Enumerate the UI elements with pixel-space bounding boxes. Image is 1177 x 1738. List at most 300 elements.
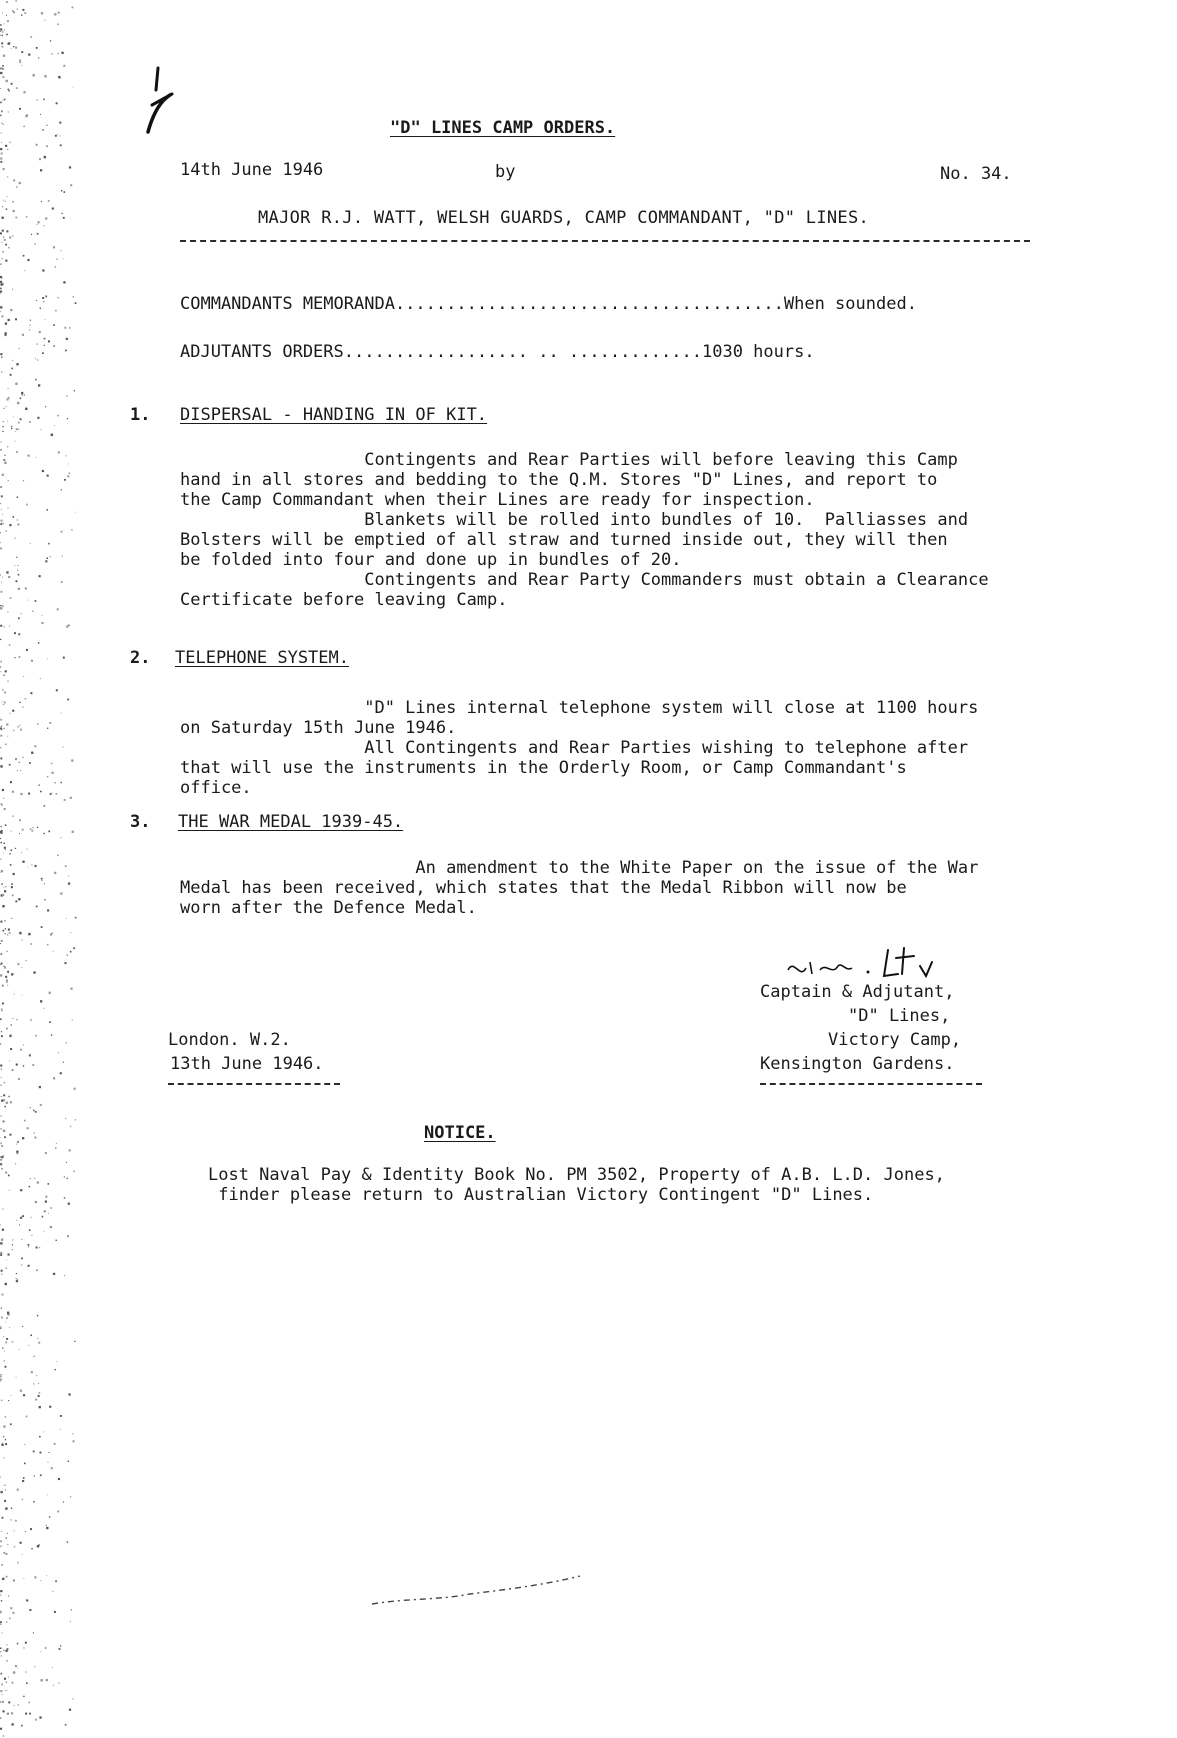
speckle-dot [0,1043,1,1044]
speckle-dot [8,1400,9,1401]
speckle-dot [7,1713,9,1715]
speckle-dot [5,323,7,325]
speckle-dot [0,548,2,550]
speckle-dot [1,1077,2,1078]
speckle-dot [16,1019,17,1020]
speckle-dot [34,1356,35,1357]
speckle-dot [11,886,13,888]
speckle-dot [2,985,4,987]
speckle-dot [23,676,24,677]
speckle-dot [0,671,1,672]
scan-edge-noise [0,0,80,1738]
speckle-dot [15,1163,16,1164]
speckle-dot [28,933,30,935]
speckle-dot [57,1511,59,1513]
speckle-dot [1,1564,3,1566]
body-line: All Contingents and Rear Parties wishing to telephone after [180,738,969,758]
speckle-dot [30,1107,31,1108]
speckle-dot [1,1077,2,1078]
speckle-dot [5,332,7,334]
speckle-dot [48,340,50,342]
speckle-dot [39,158,41,160]
body-line: Medal has been received, which states that the Medal Ribbon will now be [180,878,907,898]
body-line: Contingents and Rear Parties will before leaving this Camp [180,450,958,470]
speckle-dot [43,99,45,101]
speckle-dot [28,1702,30,1704]
speckle-dot [26,1599,28,1601]
speckle-dot [64,479,66,481]
speckle-dot [5,824,7,826]
speckle-dot [22,1137,24,1139]
speckle-dot [33,1383,34,1384]
speckle-dot [4,1485,5,1486]
speckle-dot [3,1710,5,1712]
speckle-dot [58,53,59,54]
speckle-dot [67,418,68,419]
speckle-dot [20,770,21,771]
speckle-dot [60,1645,61,1646]
speckle-dot [39,785,40,786]
speckle-dot [8,576,10,578]
speckle-dot [3,887,4,888]
speckle-dot [1,804,3,806]
speckle-dot [3,1130,5,1132]
speckle-dot [1,242,2,243]
speckle-dot [6,1553,8,1555]
speckle-dot [49,1406,51,1408]
speckle-dot [50,1207,52,1209]
speckle-dot [1,582,2,583]
speckle-dot [3,236,5,238]
speckle-dot [55,266,57,268]
speckle-dot [11,1024,12,1025]
section-heading: TELEPHONE SYSTEM. [175,648,349,668]
speckle-dot [45,296,47,298]
speckle-dot [42,129,44,131]
speckle-dot [1,870,3,872]
speckle-dot [41,1651,42,1652]
speckle-dot [65,962,67,964]
speckle-dot [2,1003,4,1005]
speckle-dot [6,1317,8,1319]
speckle-dot [12,236,13,237]
speckle-dot [21,65,22,66]
speckle-dot [0,1156,2,1158]
speckle-dot [33,1632,34,1633]
speckle-dot [5,1537,7,1539]
speckle-dot [41,1679,43,1681]
speckle-dot [1,133,2,134]
speckle-dot [35,865,37,867]
speckle-dot [2,1578,4,1580]
speckle-dot [3,1425,5,1427]
speckle-dot [28,1345,29,1346]
speckle-dot [44,833,45,834]
speckle-dot [72,1019,73,1020]
speckle-dot [2,230,4,232]
speckle-dot [51,1467,53,1469]
speckle-dot [2,258,3,259]
speckle-dot [0,293,1,294]
speckle-dot [62,213,63,214]
speckle-dot [27,600,28,601]
speckle-dot [3,23,4,24]
speckle-dot [4,30,5,31]
speckle-dot [6,1102,8,1104]
speckle-dot [43,1432,44,1433]
speckle-dot [52,53,53,54]
speckle-dot [31,234,32,235]
speckle-dot [9,1061,10,1062]
document-title: "D" LINES CAMP ORDERS. [390,118,616,138]
speckle-dot [15,47,17,49]
speckle-dot [0,291,2,293]
speckle-dot [16,1220,17,1221]
speckle-dot [58,451,60,453]
speckle-dot [9,626,10,627]
speckle-dot [7,20,9,22]
speckle-dot [1,1008,2,1009]
speckle-dot [17,770,18,771]
speckle-dot [11,1712,13,1714]
speckle-dot [8,397,10,399]
pen-mark [140,60,180,140]
speckle-dot [30,1528,32,1530]
speckle-dot [1,1116,2,1117]
speckle-dot [38,642,40,644]
speckle-dot [7,1690,8,1691]
speckle-dot [15,383,17,385]
speckle-dot [3,1649,5,1651]
speckle-dot [10,781,12,783]
speckle-dot [22,334,24,336]
speckle-dot [31,660,33,662]
speckle-dot [5,670,7,672]
speckle-dot [1,42,3,44]
speckle-dot [46,125,47,126]
speckle-dot [12,1249,13,1250]
speckle-dot [1,1010,3,1012]
speckle-dot [12,10,14,12]
speckle-dot [6,571,8,573]
speckle-dot [67,1178,68,1179]
speckle-dot [69,166,71,168]
speckle-dot [37,1545,39,1547]
speckle-dot [18,898,20,900]
speckle-dot [8,111,9,112]
speckle-dot [38,1383,39,1384]
speckle-dot [25,1531,26,1532]
speckle-dot [4,1500,6,1502]
speckle-dot [37,417,39,419]
speckle-dot [0,232,2,234]
speckle-dot [0,72,2,74]
speckle-dot [3,124,4,125]
speckle-dot [1,894,3,896]
speckle-dot [54,425,55,426]
speckle-dot [74,1341,75,1342]
speckle-dot [0,964,1,965]
speckle-dot [1,1531,2,1532]
speckle-dot [5,1416,7,1418]
speckle-dot [68,464,69,465]
speckle-dot [58,1478,60,1480]
speckle-dot [30,36,32,38]
speckle-dot [8,90,10,92]
speckle-dot [1,495,3,497]
speckle-dot [3,1094,5,1096]
speckle-dot [11,48,12,49]
speckle-dot [6,531,7,532]
issue-date: 13th June 1946. [170,1054,324,1074]
speckle-dot [19,1224,20,1225]
speckle-dot [16,557,17,558]
speckle-dot [23,126,25,128]
body-line: Certificate before leaving Camp. [180,590,508,610]
speckle-dot [21,392,23,394]
speckle-dot [74,390,75,391]
speckle-dot [48,1213,49,1214]
speckle-dot [50,556,51,557]
speckle-dot [0,88,1,89]
speckle-dot [18,524,20,526]
speckle-dot [12,1341,14,1343]
speckle-dot [15,900,17,902]
speckle-dot [34,1133,35,1134]
speckle-dot [37,221,39,223]
speckle-dot [40,169,42,171]
speckle-dot [1,728,3,730]
speckle-dot [20,62,21,63]
speckle-dot [0,288,2,290]
speckle-dot [31,864,32,865]
speckle-dot [47,509,49,511]
speckle-dot [13,873,15,875]
speckle-dot [1,1168,3,1170]
speckle-dot [7,446,8,447]
speckle-dot [11,973,13,975]
speckle-dot [19,702,20,703]
speckle-dot [47,658,48,659]
speckle-dot [5,744,7,746]
speckle-dot [4,455,5,456]
speckle-dot [1,1374,2,1375]
speckle-dot [75,302,77,304]
speckle-dot [0,532,1,533]
body-line: the Camp Commandant when their Lines are ready for inspection. [180,490,815,510]
issue-place: London. W.2. [168,1030,291,1050]
speckle-dot [36,224,37,225]
speckle-dot [37,1315,38,1316]
speckle-dot [3,421,4,422]
speckle-dot [8,1096,9,1097]
speckle-dot [0,1540,2,1542]
speckle-dot [29,1609,31,1611]
speckle-dot [50,934,52,936]
speckle-dot [3,853,4,854]
speckle-dot [5,1322,6,1323]
speckle-dot [0,1612,2,1614]
speckle-dot [3,798,4,799]
speckle-dot [71,759,73,761]
speckle-dot [28,455,30,457]
speckle-dot [0,1327,1,1328]
speckle-dot [2,1294,4,1296]
speckle-dot [3,426,4,427]
speckle-dot [4,1457,5,1458]
speckle-dot [67,699,69,701]
speckle-dot [0,1163,2,1165]
speckle-dot [7,398,9,400]
speckle-dot [7,971,9,973]
speckle-dot [34,1475,35,1476]
speckle-dot [39,1086,41,1088]
speckle-dot [10,1607,12,1609]
speckle-dot [53,246,55,248]
speckle-dot [2,431,3,432]
section-heading: THE WAR MEDAL 1939-45. [178,812,404,832]
speckle-dot [52,1591,53,1592]
speckle-dot [0,1254,2,1256]
speckle-dot [6,406,7,407]
speckle-dot [1,1632,2,1633]
speckle-dot [3,1121,5,1123]
speckle-dot [59,1648,61,1650]
speckle-dot [16,1377,17,1378]
speckle-dot [36,1269,38,1271]
speckle-dot [46,558,48,560]
speckle-dot [40,678,41,679]
speckle-dot [18,574,20,576]
speckle-dot [4,99,6,101]
speckle-dot [64,799,66,801]
speckle-dot [0,306,2,308]
speckle-dot [68,876,69,877]
speckle-dot [13,730,14,731]
speckle-dot [2,65,4,67]
speckle-dot [26,1712,27,1713]
speckle-dot [31,830,33,832]
speckle-dot [3,1552,5,1554]
speckle-dot [37,359,38,360]
speckle-dot [51,1034,52,1035]
speckle-dot [6,324,7,325]
speckle-dot [4,462,6,464]
speckle-dot [1,1317,3,1319]
speckle-dot [1,1444,3,1446]
speckle-dot [60,837,61,838]
speckle-dot [0,575,1,576]
speckle-dot [21,852,22,853]
speckle-dot [0,486,2,488]
speckle-dot [1,123,2,124]
speckle-dot [0,449,1,450]
speckle-dot [2,35,3,36]
speckle-dot [9,932,11,934]
speckle-dot [1,940,3,942]
speckle-dot [69,1709,71,1711]
speckle-dot [2,1701,4,1703]
speckle-dot [11,850,13,852]
speckle-dot [0,1137,1,1138]
speckle-dot [0,838,1,839]
speckle-dot [70,797,72,799]
speckle-dot [31,1371,33,1373]
speckle-dot [6,979,8,981]
speckle-dot [2,514,3,515]
speckle-dot [0,1728,2,1730]
speckle-dot [61,581,62,582]
speckle-dot [16,1273,17,1274]
speckle-dot [35,600,37,602]
section-number: 3. [130,812,151,832]
speckle-dot [12,1018,13,1019]
speckle-dot [5,260,7,262]
speckle-dot [45,1201,47,1203]
speckle-dot [10,1034,11,1035]
speckle-dot [40,1452,42,1454]
speckle-dot [0,24,2,26]
speckle-dot [26,504,28,506]
speckle-dot [30,1019,32,1021]
speckle-dot [47,728,48,729]
speckle-dot [22,1554,23,1555]
speckle-dot [5,334,7,336]
speckle-dot [23,255,25,257]
speckle-dot [39,1247,40,1248]
speckle-dot [75,1119,76,1120]
speckle-dot [0,639,1,640]
speckle-dot [4,692,6,694]
speckle-dot [61,531,63,533]
body-line: that will use the instruments in the Orderly Room, or Camp Commandant's [180,758,907,778]
speckle-dot [70,1126,71,1127]
speckle-dot [35,457,36,458]
speckle-dot [36,144,38,146]
speckle-dot [15,441,16,442]
speckle-dot [0,1244,1,1245]
speckle-dot [2,1694,3,1695]
body-line: worn after the Defence Medal. [180,898,477,918]
speckle-dot [20,418,22,420]
speckle-dot [40,1580,41,1581]
body-line: Contingents and Rear Party Commanders must obtain a Clearance [180,570,989,590]
speckle-dot [0,943,1,944]
speckle-dot [49,992,51,994]
speckle-dot [58,76,60,78]
speckle-dot [41,880,42,881]
speckle-dot [1,1239,3,1241]
speckle-dot [10,309,12,311]
speckle-dot [15,431,16,432]
speckle-dot [66,1042,67,1043]
speckle-dot [0,832,2,834]
speckle-dot [46,1525,47,1526]
signatory-title: Captain & Adjutant, [760,982,955,1002]
speckle-dot [11,883,13,885]
speckle-dot [0,542,1,543]
speckle-dot [1,726,2,727]
speckle-dot [0,1381,1,1382]
speckle-dot [5,1366,7,1368]
speckle-dot [34,1178,35,1179]
speckle-dot [2,474,4,476]
speckle-dot [0,765,2,767]
speckle-dot [45,560,47,562]
speckle-dot [30,1054,31,1055]
speckle-dot [45,1196,47,1198]
speckle-dot [6,1028,8,1030]
